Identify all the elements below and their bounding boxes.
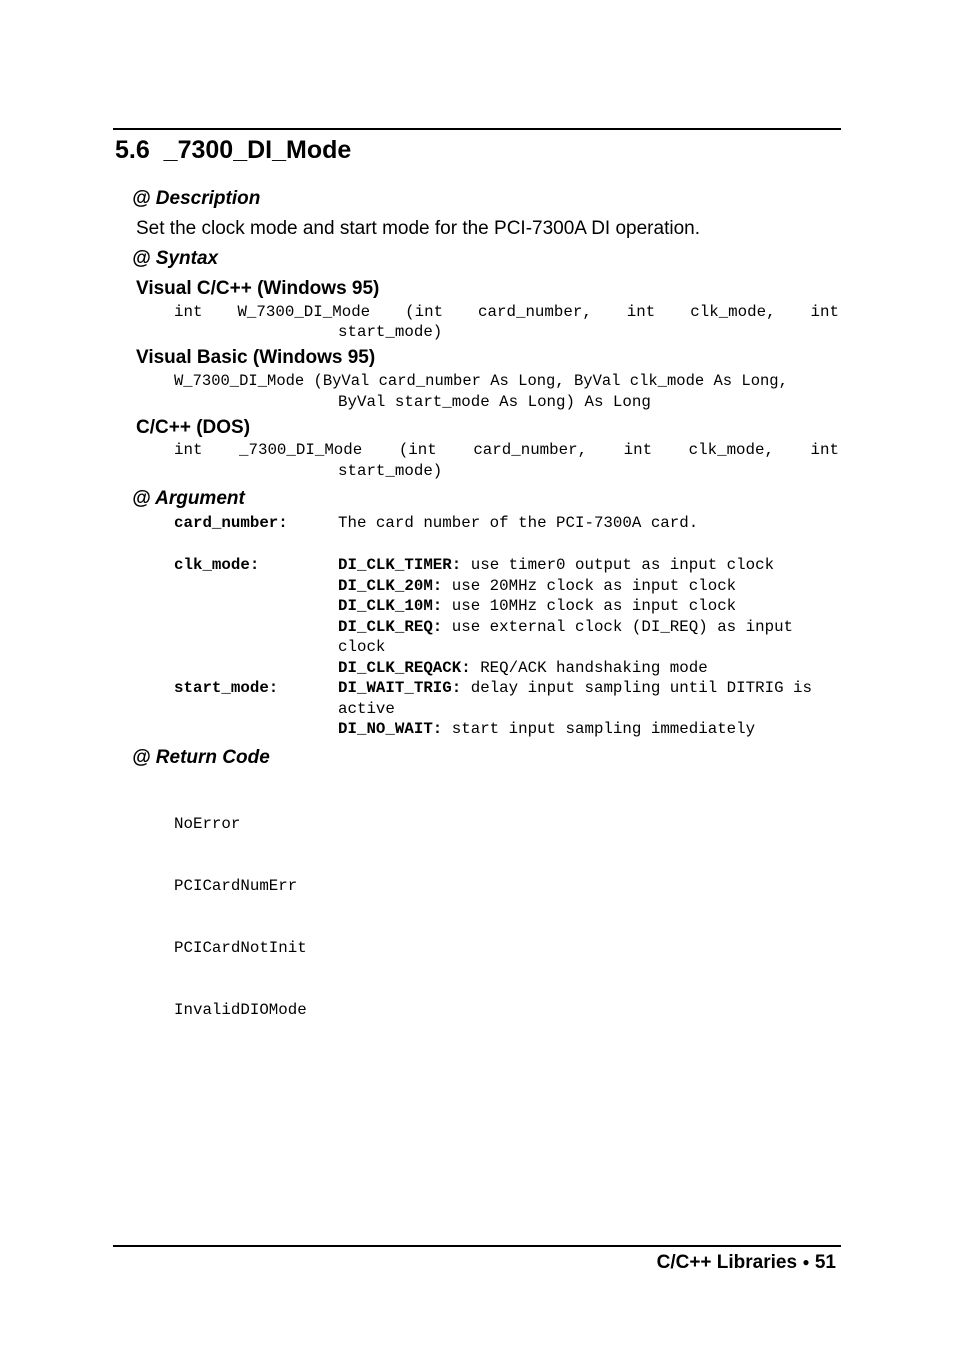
arg-clk-mode-list bbox=[338, 555, 843, 679]
syntax-token: W_7300_DI_Mode bbox=[237, 303, 371, 321]
page-footer bbox=[657, 1250, 836, 1275]
top-rule bbox=[113, 128, 841, 130]
syntax-token: card_number, bbox=[478, 303, 592, 321]
clk-mode-text: use 10MHz clock as input clock bbox=[442, 597, 737, 616]
clk-mode-item bbox=[338, 576, 843, 597]
section-name: _7300_DI_Mode bbox=[163, 136, 352, 164]
start-mode-item bbox=[338, 678, 843, 719]
clk-mode-text: REQ/ACK handshaking mode bbox=[470, 658, 708, 677]
syntax-dos-label: C/C++ (DOS) bbox=[136, 417, 251, 438]
return-code-item: InvalidDIOMode bbox=[174, 1000, 307, 1019]
clk-mode-text: use timer0 output as input clock bbox=[461, 556, 775, 574]
syntax-token: (int bbox=[405, 303, 444, 321]
start-mode-text: start input sampling immediately bbox=[442, 720, 756, 739]
bottom-rule bbox=[113, 1245, 841, 1247]
clk-mode-text: use 20MHz clock as input clock bbox=[442, 576, 737, 595]
syntax-token: int bbox=[626, 303, 656, 321]
syntax-token: int bbox=[810, 441, 839, 459]
argument-heading: @ Argument bbox=[132, 488, 245, 509]
syntax-vb-label: Visual Basic (Windows 95) bbox=[136, 347, 376, 368]
clk-mode-item bbox=[338, 596, 843, 617]
syntax-vb-line1: W_7300_DI_Mode (ByVal card_number As Long, ByVal clk_mode As Long, bbox=[174, 372, 788, 390]
syntax-token: clk_mode, bbox=[690, 303, 776, 321]
syntax-token: int bbox=[623, 441, 653, 459]
syntax-heading: @ Syntax bbox=[132, 248, 219, 269]
clk-mode-name: DI_CLK_REQ: bbox=[338, 617, 443, 636]
syntax-vb-line2: ByVal start_mode As Long) As Long bbox=[338, 393, 651, 411]
syntax-token: int bbox=[174, 303, 203, 321]
syntax-token: _7300_DI_Mode bbox=[239, 441, 363, 459]
footer-bullet: ● bbox=[802, 1255, 810, 1269]
arg-card-number-label: card_number: bbox=[174, 514, 288, 532]
clk-mode-item bbox=[338, 555, 843, 576]
arg-clk-mode-label: clk_mode: bbox=[174, 556, 260, 574]
section-number: 5.6 bbox=[115, 136, 150, 164]
return-code-item: PCICardNotInit bbox=[174, 938, 307, 957]
return-code-heading: @ Return Code bbox=[132, 747, 270, 768]
footer-text: C/C++ Libraries bbox=[656, 1252, 798, 1273]
return-code-list bbox=[174, 773, 307, 1061]
section-title bbox=[115, 134, 351, 166]
arg-card-number-text: The card number of the PCI-7300A card. bbox=[338, 514, 699, 532]
syntax-dos-line1 bbox=[174, 440, 839, 461]
page-number: 51 bbox=[814, 1252, 836, 1273]
syntax-vc-label: Visual C/C++ (Windows 95) bbox=[136, 278, 380, 299]
clk-mode-item bbox=[338, 617, 843, 658]
start-mode-name: DI_WAIT_TRIG: bbox=[338, 679, 462, 697]
syntax-vc-line1 bbox=[174, 302, 839, 323]
syntax-token: int bbox=[810, 303, 839, 321]
return-code-item: PCICardNumErr bbox=[174, 876, 298, 895]
clk-mode-name: DI_CLK_REQACK: bbox=[338, 658, 471, 677]
syntax-token: int bbox=[174, 441, 203, 459]
syntax-dos-line2: start_mode) bbox=[338, 462, 443, 480]
clk-mode-name: DI_CLK_20M: bbox=[338, 576, 443, 595]
start-mode-name: DI_NO_WAIT: bbox=[338, 720, 443, 739]
description-heading: @ Description bbox=[132, 188, 261, 209]
arg-start-mode-label: start_mode: bbox=[174, 679, 279, 697]
clk-mode-text: use external clock (DI_REQ) as input clock bbox=[338, 617, 794, 657]
arg-start-mode-list bbox=[338, 678, 843, 740]
clk-mode-name: DI_CLK_10M: bbox=[338, 597, 443, 616]
syntax-token: clk_mode, bbox=[688, 441, 774, 459]
return-code-item: NoError bbox=[174, 815, 241, 834]
start-mode-item bbox=[338, 719, 843, 740]
description-text: Set the clock mode and start mode for the PCI-7300A DI operation. bbox=[136, 218, 700, 239]
syntax-vc-line2: start_mode) bbox=[338, 323, 443, 341]
start-mode-text: delay input sampling until DITRIG is active bbox=[338, 679, 812, 718]
clk-mode-name: DI_CLK_TIMER: bbox=[338, 556, 462, 574]
syntax-token: (int bbox=[398, 441, 437, 459]
clk-mode-item bbox=[338, 658, 843, 679]
syntax-token: card_number, bbox=[473, 441, 588, 459]
